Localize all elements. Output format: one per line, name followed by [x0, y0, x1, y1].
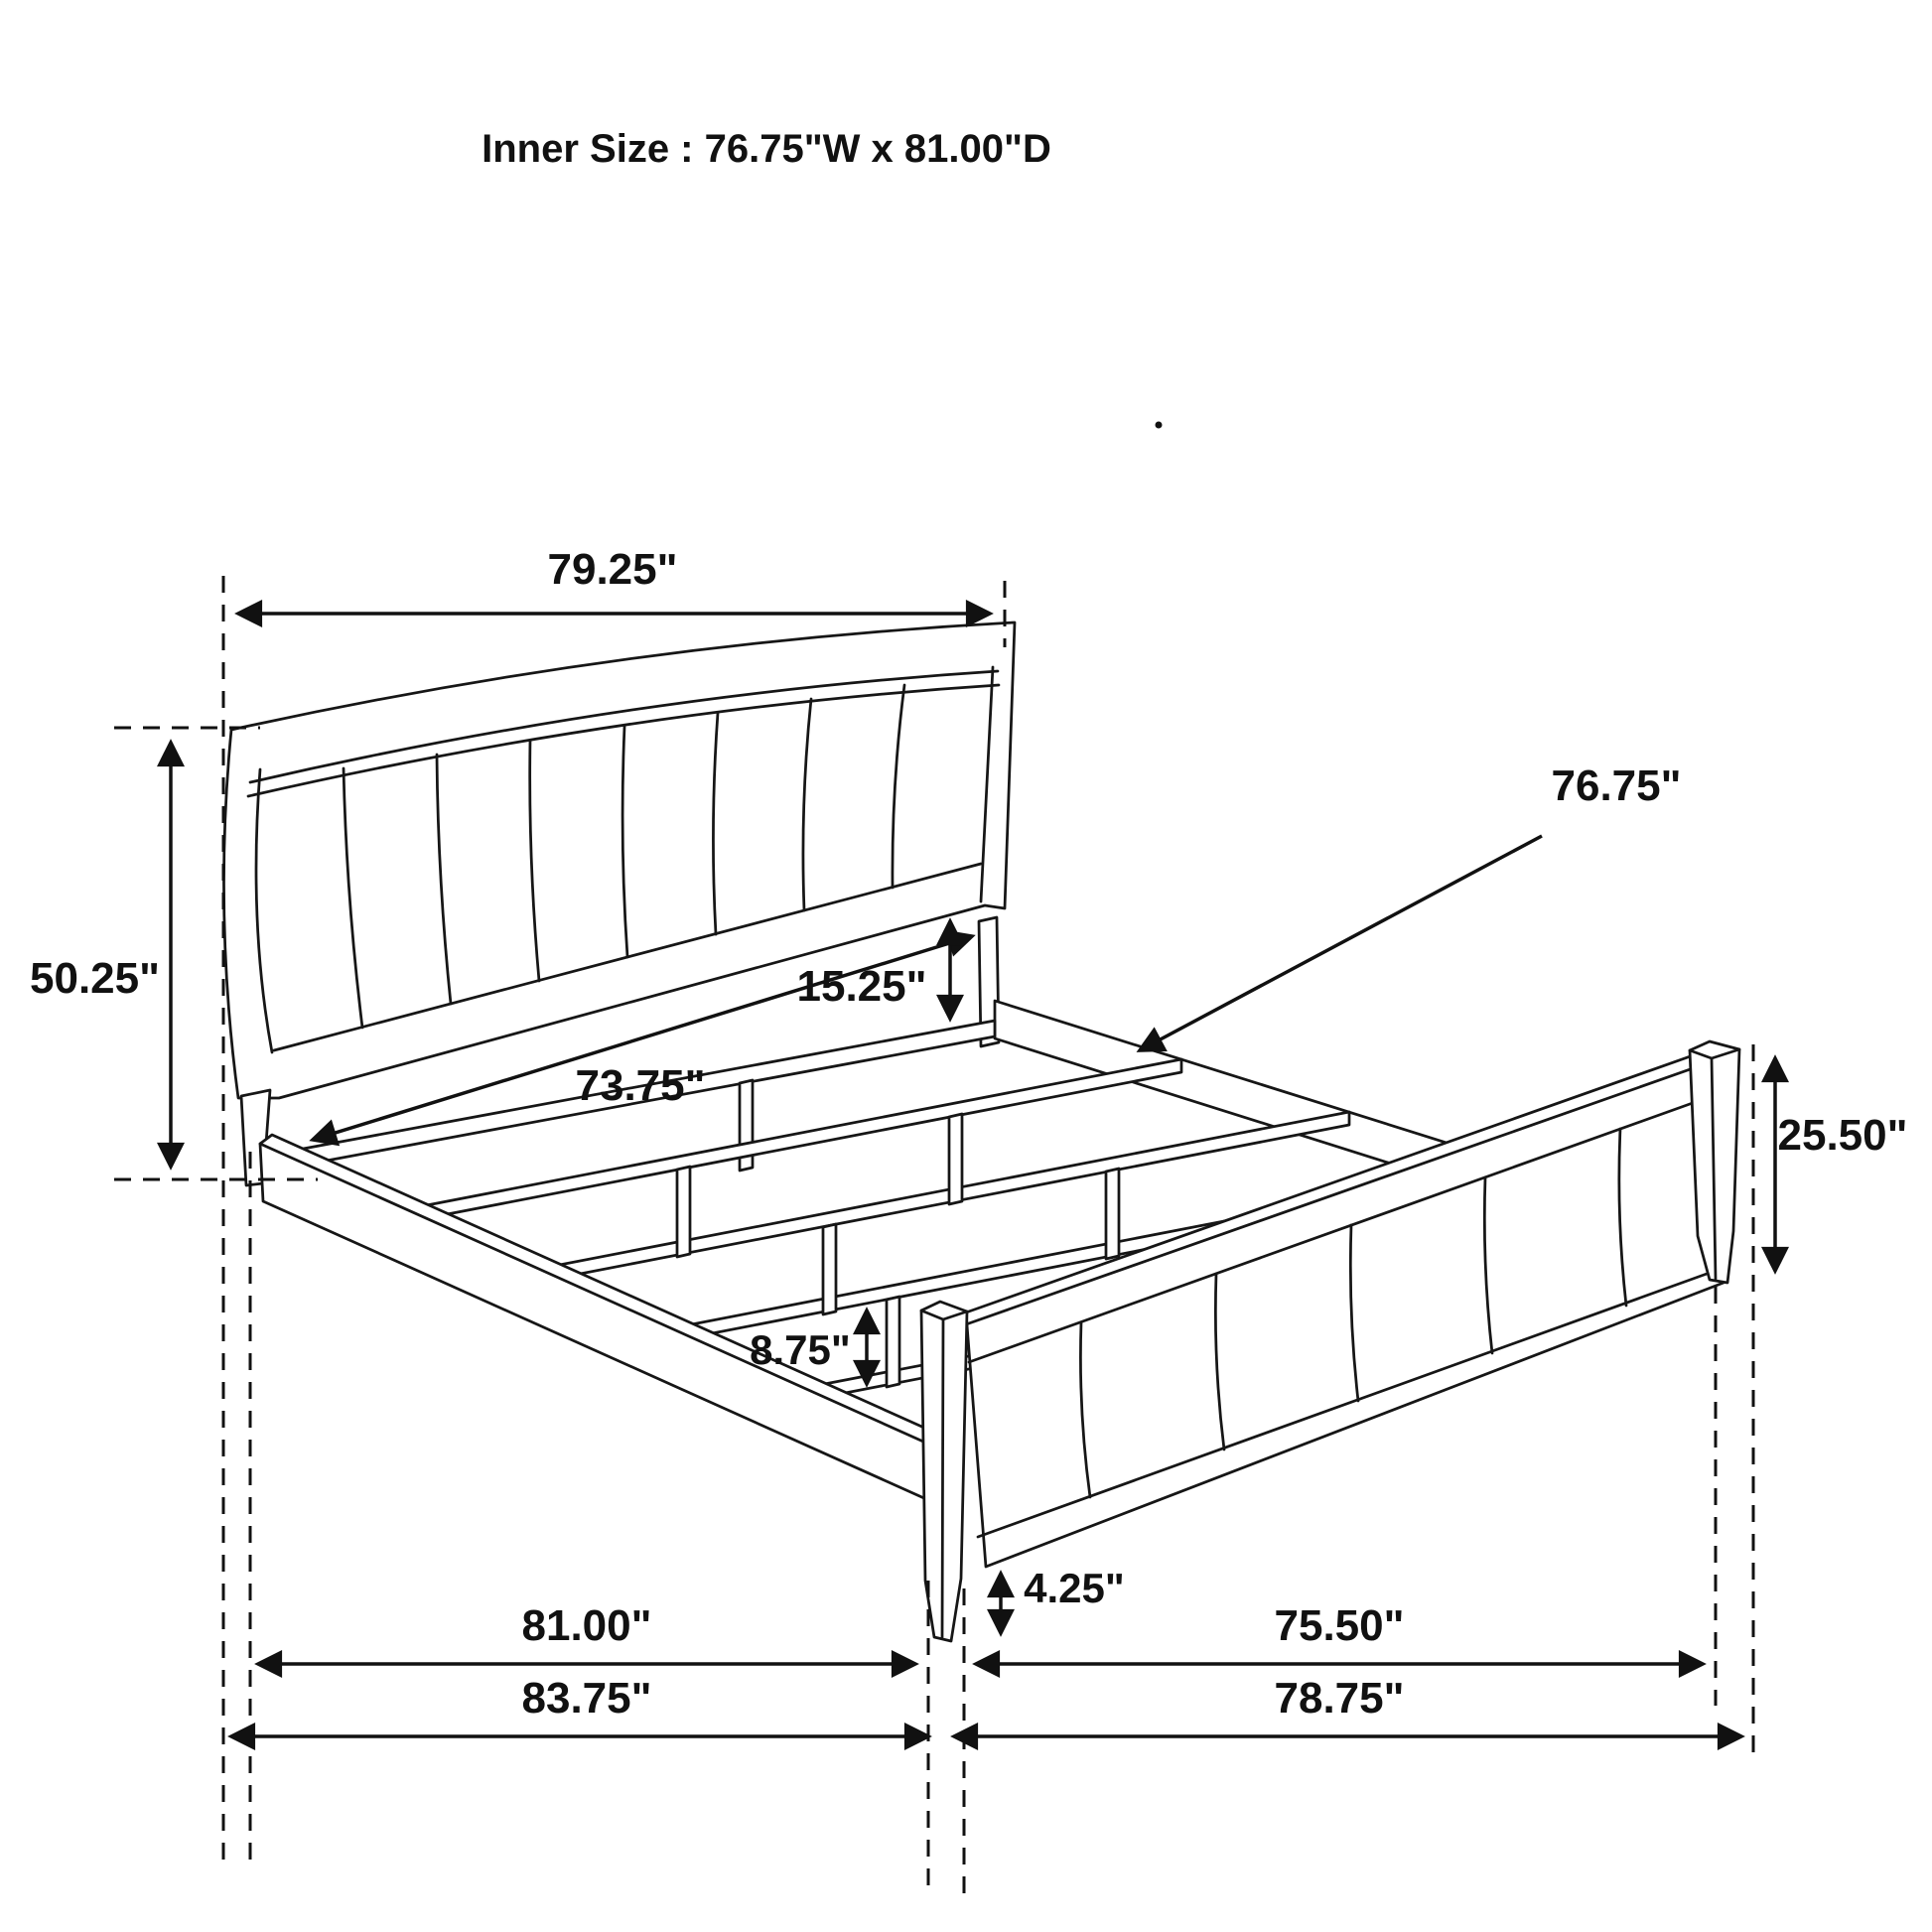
- dim-label-footboard-height: 25.50": [1777, 1111, 1908, 1160]
- dim-label-slat-leg-height: 8.75": [750, 1326, 851, 1373]
- bed-drawing: [223, 422, 1739, 1642]
- dim-label-floor-clearance: 4.25": [1024, 1565, 1125, 1611]
- slat-support-leg: [887, 1297, 899, 1387]
- dim-label-headboard-clearance: 15.25": [796, 962, 927, 1011]
- dim-label-outer-depth: 83.75": [521, 1674, 652, 1723]
- dim-label-inner-depth: 81.00": [521, 1601, 652, 1650]
- slat-support-leg: [949, 1114, 962, 1204]
- dim-label-headboard-height: 50.25": [30, 954, 160, 1003]
- dim-label-headboard-inner-width: 73.75": [575, 1061, 706, 1110]
- dim-label-headboard-width: 79.25": [547, 545, 678, 594]
- stray-dot: [1156, 422, 1163, 429]
- slat-support-leg: [677, 1167, 690, 1257]
- slat-support-leg: [823, 1224, 836, 1314]
- slat-support-leg: [1106, 1169, 1119, 1259]
- dim-label-slat-length: 76.75": [1551, 761, 1682, 810]
- diagram-title: Inner Size : 76.75"W x 81.00"D: [482, 127, 1051, 171]
- dim-label-footboard-outer-span: 78.75": [1274, 1674, 1405, 1723]
- slat: [406, 1059, 1181, 1222]
- dim-leader-slat-length: [1140, 836, 1542, 1050]
- dim-label-footboard-inner-span: 75.50": [1274, 1601, 1405, 1650]
